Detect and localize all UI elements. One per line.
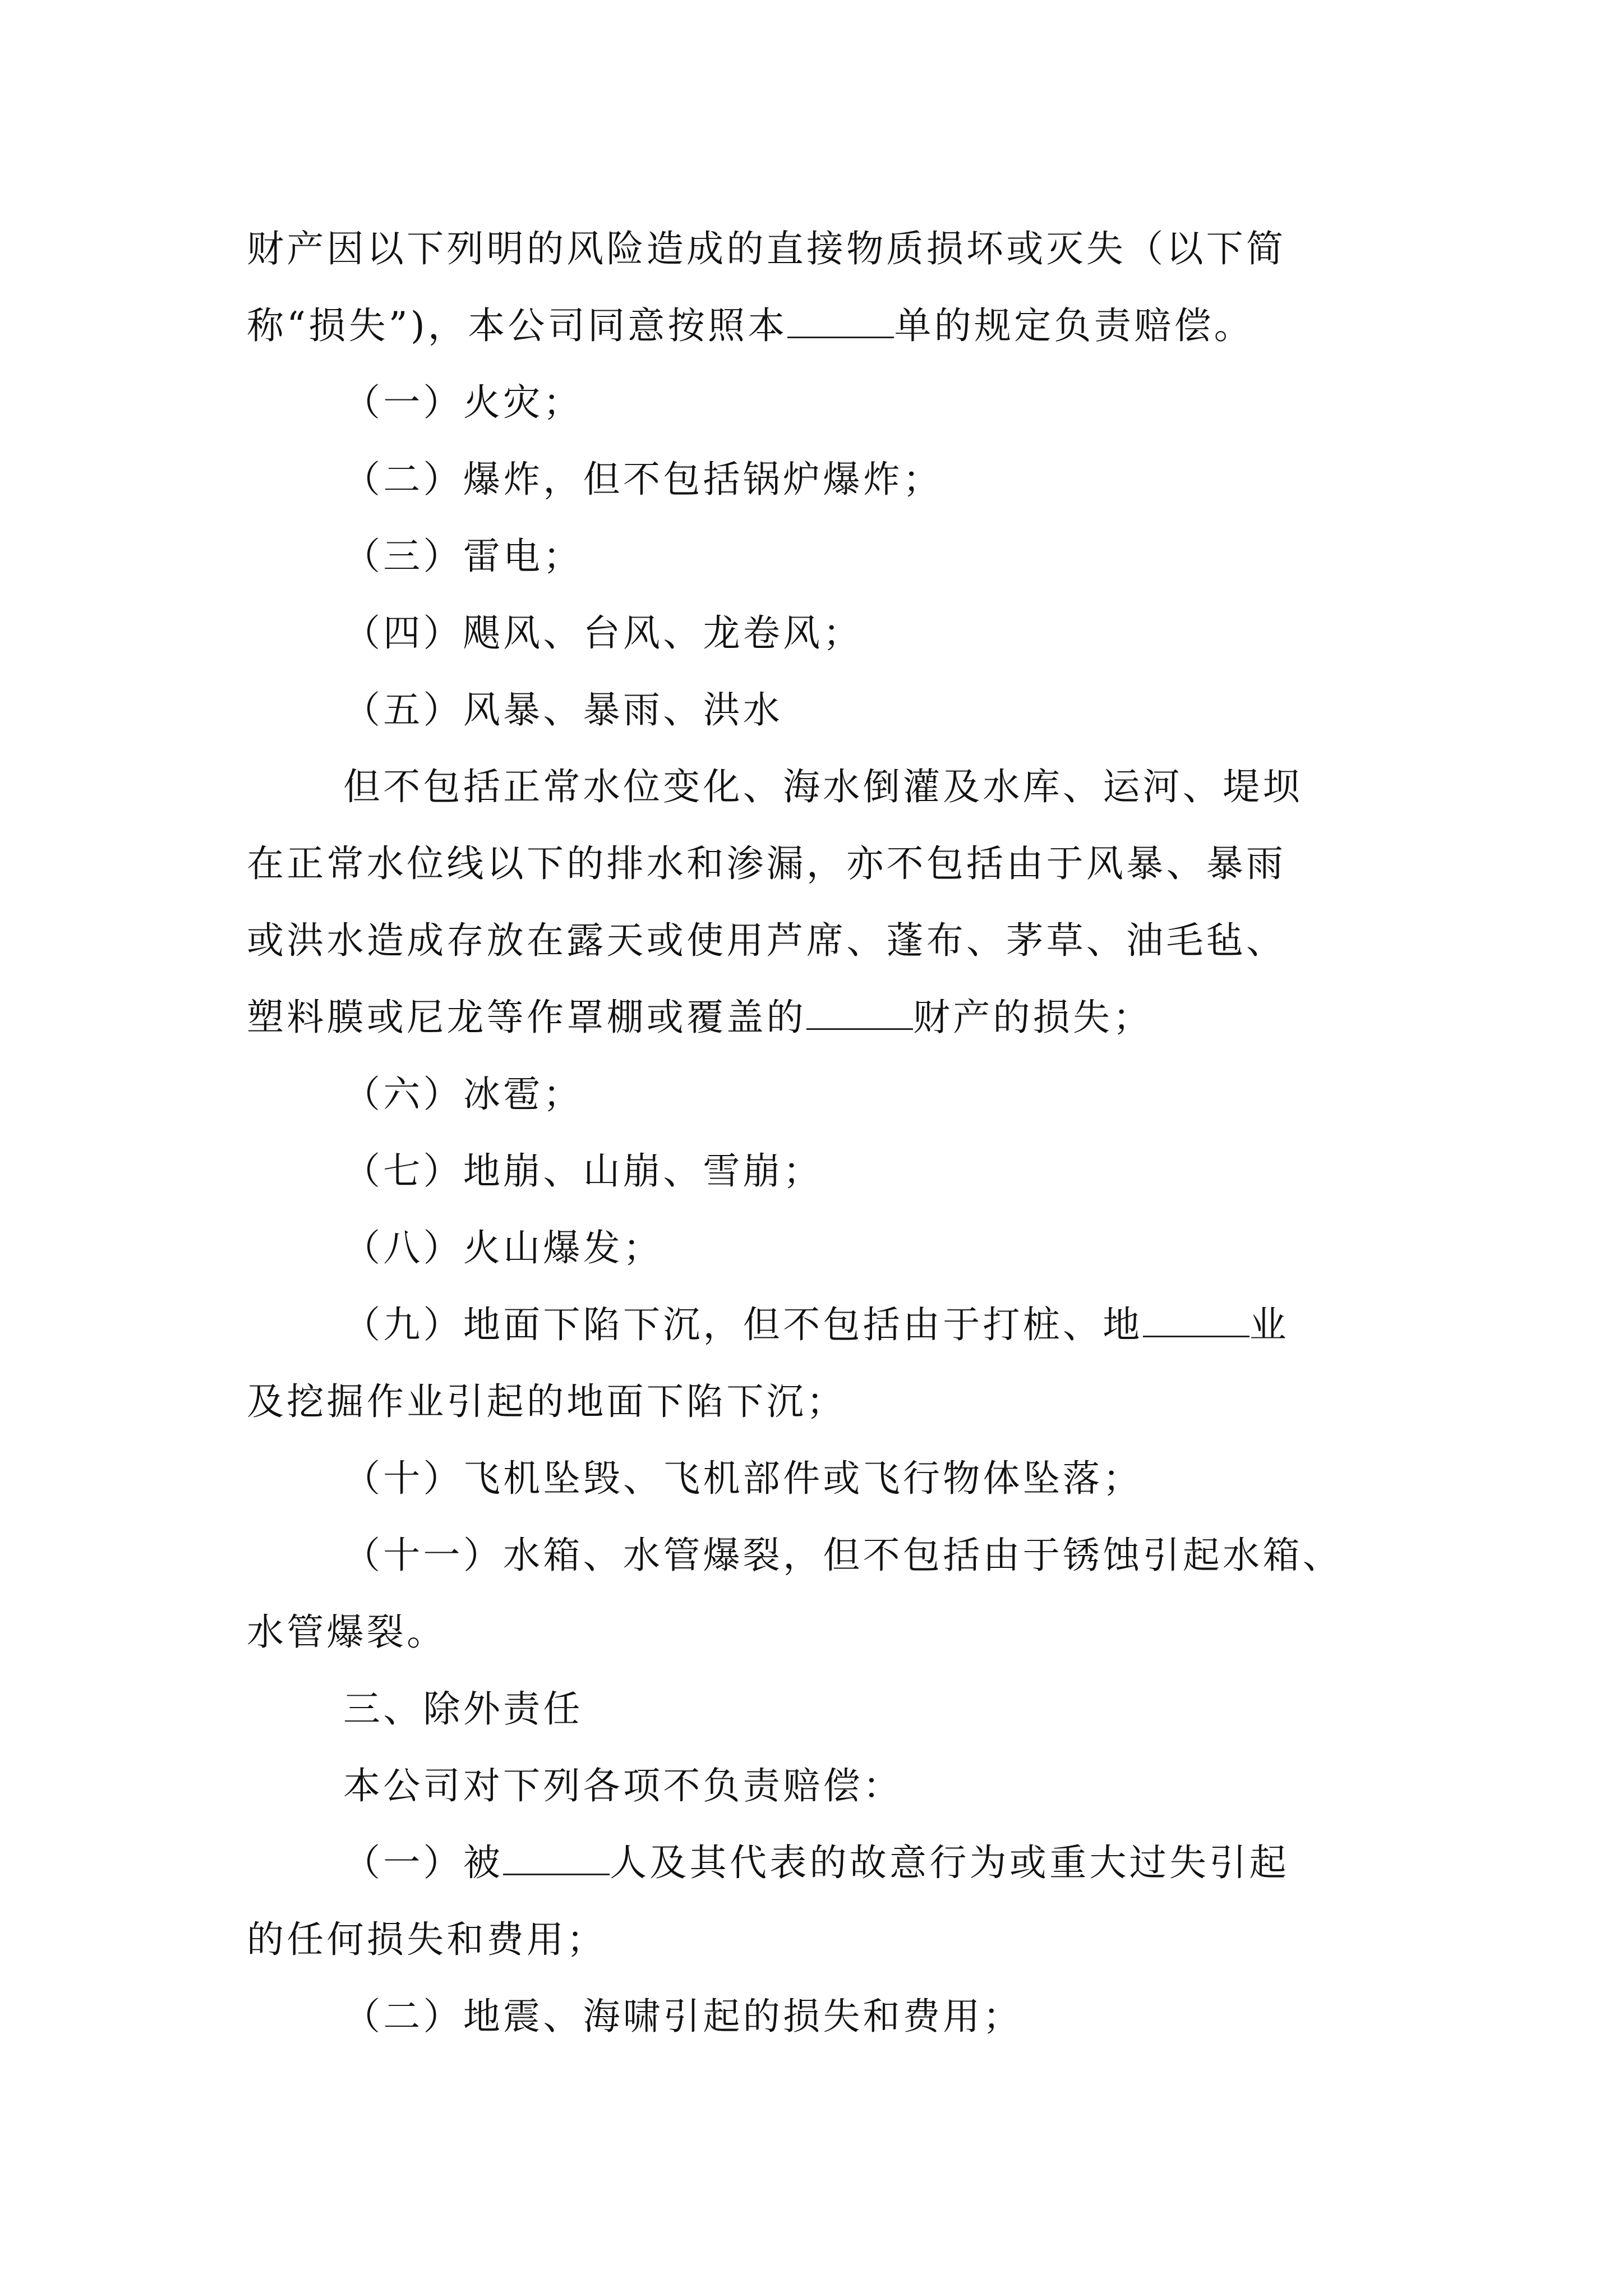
list-item (247, 1286, 1424, 1363)
list-item: （八）火山爆发； (343, 1226, 663, 1269)
list-item: （三）雷电； (343, 535, 583, 578)
paragraph-line: 或洪水造成存放在露天或使用芦席、蓬布、茅草、油毛毡、 (247, 919, 1287, 962)
paragraph-line (247, 287, 1424, 364)
fill-in-blank (1143, 1333, 1249, 1337)
fill-in-blank (806, 1026, 913, 1030)
line-text: （一）被 (343, 1841, 504, 1884)
list-item (247, 1824, 1424, 1901)
paragraph-line: 财产因以下列明的风险造成的直接物质损坏或灭失（以下简 (247, 227, 1287, 270)
line-text: 人及其代表的故意行为或重大过失引起 (610, 1841, 1289, 1884)
list-item: （二）爆炸，但不包括锅炉爆炸； (343, 458, 943, 501)
fill-in-blank (503, 1871, 610, 1875)
list-item: （一）火灾； (343, 381, 583, 424)
list-item: （十一）水箱、水管爆裂，但不包括由于锈蚀引起水箱、 (343, 1534, 1343, 1577)
paragraph-line: 本公司对下列各项不负责赔偿： (343, 1764, 903, 1807)
list-item: （二）地震、海啸引起的损失和费用； (343, 1995, 1023, 2038)
list-item: （四）飓风、台风、龙卷风； (343, 611, 863, 655)
line-text: （九）地面下陷下沉，但不包括由于打桩、地 (343, 1303, 1143, 1346)
list-item: （六）冰雹； (343, 1073, 583, 1116)
line-text: 业 (1249, 1303, 1289, 1346)
line-text: 单的规定负责赔偿。 (894, 304, 1254, 347)
paragraph-line: 但不包括正常水位变化、海水倒灌及水库、运河、堤坝 (343, 765, 1303, 808)
paragraph-line (247, 979, 1424, 1056)
list-item-continuation: 水管爆裂。 (247, 1611, 447, 1654)
list-item-continuation: 的任何损失和费用； (247, 1918, 607, 1961)
list-item: （七）地崩、山崩、雪崩； (343, 1149, 823, 1193)
list-item: （十）飞机坠毁、飞机部件或飞行物体坠落； (343, 1457, 1143, 1500)
fill-in-blank (787, 334, 894, 338)
list-item-continuation: 及挖掘作业引起的地面下陷下沉； (247, 1380, 847, 1423)
document-body (247, 210, 1424, 2055)
paragraph-line: 在正常水位线以下的排水和渗漏，亦不包括由于风暴、暴雨 (247, 842, 1287, 885)
line-text: 称“损失”)，本公司同意按照本 (247, 304, 788, 347)
section-heading: 三、除外责任 (343, 1687, 583, 1731)
line-text: 塑料膜或尼龙等作罩棚或覆盖的 (247, 996, 806, 1039)
list-item: （五）风暴、暴雨、洪水 (343, 688, 783, 731)
line-text: 财产的损失； (912, 996, 1153, 1039)
